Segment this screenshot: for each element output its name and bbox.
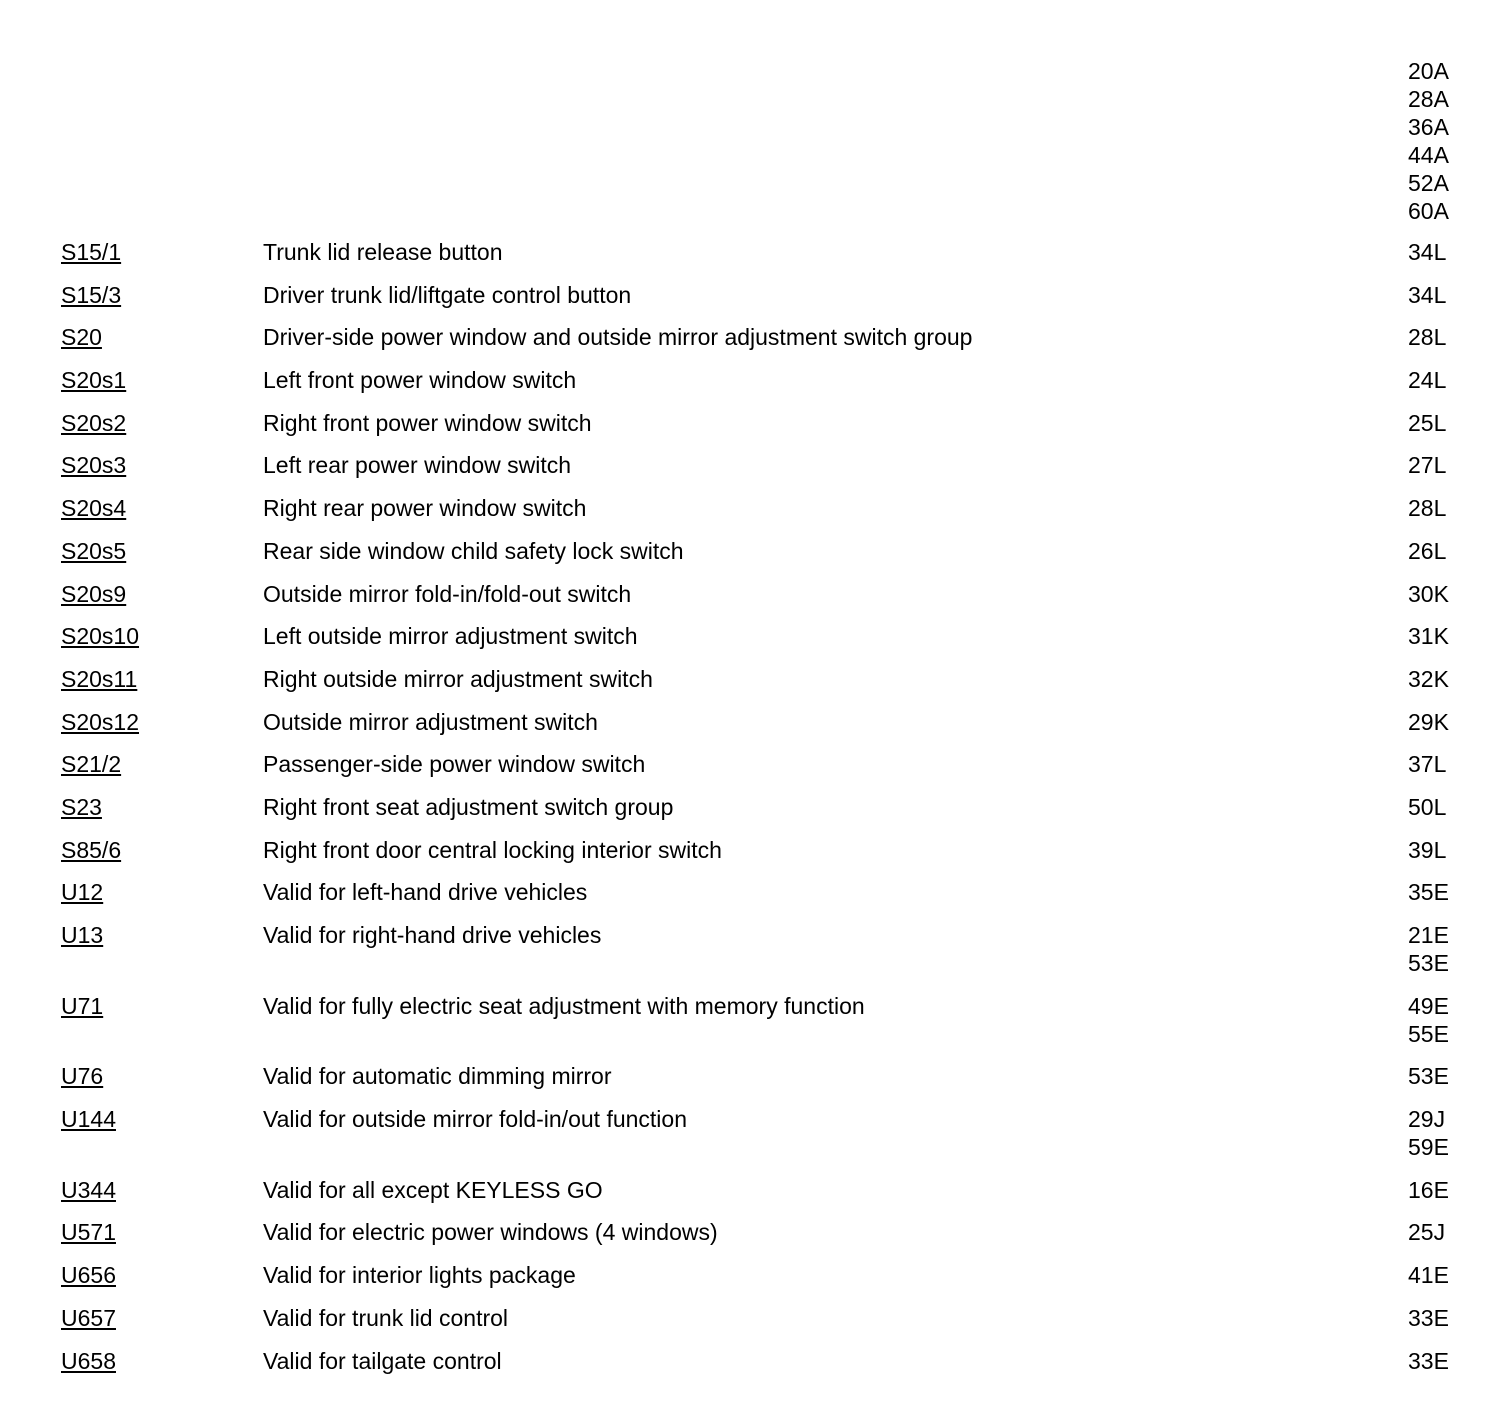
grid-ref: 39L	[1408, 836, 1447, 863]
legend-row	[0, 323, 1504, 351]
legend-row	[0, 537, 1504, 565]
component-description: Right outside mirror adjustment switch	[263, 665, 653, 692]
grid-ref-list	[1408, 836, 1488, 864]
legend-rows	[0, 238, 1504, 1389]
grid-ref-list	[1408, 238, 1488, 266]
grid-ref-list	[1408, 1062, 1488, 1090]
grid-ref: 32K	[1408, 665, 1449, 692]
legend-row	[0, 622, 1504, 650]
grid-ref: 33E	[1408, 1304, 1449, 1331]
grid-ref: 29J	[1408, 1106, 1446, 1133]
component-code-link[interactable]: U76	[61, 1063, 104, 1090]
legend-row	[0, 992, 1504, 1048]
grid-ref-list	[1408, 992, 1488, 1048]
grid-ref: 28L	[1408, 324, 1447, 351]
legend-row	[0, 1261, 1504, 1289]
component-code-link[interactable]: U571	[61, 1219, 116, 1246]
legend-row	[0, 366, 1504, 394]
grid-ref: 21E	[1408, 922, 1449, 948]
grid-ref-list	[1408, 708, 1488, 736]
header-ref: 44A	[1408, 142, 1449, 168]
header-ref: 52A	[1408, 170, 1449, 196]
grid-ref-list	[1408, 366, 1488, 394]
legend-row	[0, 451, 1504, 479]
grid-ref: 24L	[1408, 367, 1447, 394]
component-description: Right rear power window switch	[263, 495, 587, 522]
component-code-link[interactable]: U144	[61, 1106, 116, 1133]
grid-ref-list	[1408, 1218, 1488, 1246]
component-code-link[interactable]: U657	[61, 1304, 116, 1331]
grid-ref-list	[1408, 1261, 1488, 1289]
header-ref-list	[1408, 57, 1488, 225]
grid-ref: 30K	[1408, 580, 1449, 607]
legend-row	[0, 921, 1504, 977]
component-description: Valid for automatic dimming mirror	[263, 1063, 612, 1090]
component-description: Valid for outside mirror fold-in/out function	[263, 1106, 687, 1133]
component-code-link[interactable]: S20s12	[61, 708, 140, 735]
grid-ref: 29K	[1408, 708, 1449, 735]
component-code-link[interactable]: S21/2	[61, 751, 122, 778]
header-ref: 36A	[1408, 114, 1449, 140]
component-description: Left outside mirror adjustment switch	[263, 623, 638, 650]
legend-row	[0, 1304, 1504, 1332]
component-description: Outside mirror fold-in/fold-out switch	[263, 580, 632, 607]
component-code-link[interactable]: S15/1	[61, 239, 122, 265]
legend-row	[0, 580, 1504, 608]
component-description: Valid for fully electric seat adjustment with memory function	[263, 992, 865, 1019]
component-description: Outside mirror adjustment switch	[263, 708, 598, 735]
grid-ref: 16E	[1408, 1176, 1449, 1203]
legend-row	[0, 494, 1504, 522]
component-description: Right front seat adjustment switch group	[263, 793, 674, 820]
legend-row	[0, 1105, 1504, 1161]
component-description: Right front power window switch	[263, 409, 592, 436]
grid-ref: 53E	[1408, 1063, 1449, 1090]
legend-row	[0, 1176, 1504, 1204]
component-description: Valid for right-hand drive vehicles	[263, 922, 602, 948]
component-code-link[interactable]: S20s2	[61, 409, 127, 436]
component-code-link[interactable]: U344	[61, 1176, 116, 1203]
grid-ref: 53E	[1408, 950, 1449, 976]
component-code-link[interactable]: S20s9	[61, 580, 127, 607]
grid-ref-list	[1408, 1105, 1488, 1161]
component-code-link[interactable]: S20s4	[61, 495, 127, 522]
grid-ref-list	[1408, 1347, 1488, 1375]
component-description: Valid for tailgate control	[263, 1347, 502, 1374]
legend-row	[0, 238, 1504, 266]
component-description: Driver trunk lid/liftgate control button	[263, 281, 632, 308]
grid-ref-list	[1408, 409, 1488, 437]
legend-row	[0, 878, 1504, 906]
grid-ref-list	[1408, 1304, 1488, 1332]
component-description: Valid for all except KEYLESS GO	[263, 1176, 603, 1203]
legend-row	[0, 793, 1504, 821]
legend-row	[0, 1062, 1504, 1090]
grid-ref-list	[1408, 494, 1488, 522]
grid-ref: 34L	[1408, 239, 1447, 265]
legend-row	[0, 1218, 1504, 1246]
grid-ref: 26L	[1408, 537, 1447, 564]
component-code-link[interactable]: S15/3	[61, 281, 122, 308]
grid-ref-list	[1408, 1176, 1488, 1204]
component-code-link[interactable]: U13	[61, 922, 104, 948]
grid-ref-list	[1408, 921, 1488, 977]
grid-ref: 31K	[1408, 623, 1449, 650]
component-code-link[interactable]: U656	[61, 1262, 116, 1289]
component-code-link[interactable]: S20s10	[61, 623, 140, 650]
component-description: Trunk lid release button	[263, 239, 503, 265]
grid-ref: 49E	[1408, 992, 1449, 1019]
grid-ref: 59E	[1408, 1134, 1449, 1161]
component-code-link[interactable]: S23	[61, 793, 102, 820]
grid-ref: 33E	[1408, 1347, 1449, 1374]
component-description: Right front door central locking interior switch	[263, 836, 722, 863]
legend-row	[0, 281, 1504, 309]
legend-row	[0, 1347, 1504, 1375]
grid-ref-list	[1408, 537, 1488, 565]
grid-ref-list	[1408, 793, 1488, 821]
grid-ref: 25L	[1408, 409, 1447, 436]
legend-row	[0, 665, 1504, 693]
header-ref: 28A	[1408, 86, 1449, 112]
grid-ref: 34L	[1408, 281, 1447, 308]
legend-row	[0, 409, 1504, 437]
component-code-link[interactable]: U71	[61, 992, 104, 1019]
component-description: Valid for interior lights package	[263, 1262, 576, 1289]
component-code-link[interactable]: S20s1	[61, 367, 127, 394]
legend-row	[0, 750, 1504, 778]
component-description: Valid for trunk lid control	[263, 1304, 509, 1331]
component-description: Passenger-side power window switch	[263, 751, 646, 778]
grid-ref: 55E	[1408, 1020, 1449, 1047]
component-description: Valid for electric power windows (4 windows)	[263, 1219, 718, 1246]
legend-row	[0, 708, 1504, 736]
grid-ref-list	[1408, 323, 1488, 351]
component-code-link[interactable]: U12	[61, 879, 104, 906]
grid-ref: 41E	[1408, 1262, 1449, 1289]
component-description: Left rear power window switch	[263, 452, 572, 479]
component-description: Left front power window switch	[263, 367, 577, 394]
component-description: Driver-side power window and outside mirror adjustment switch group	[263, 324, 973, 351]
grid-ref-list	[1408, 665, 1488, 693]
grid-ref: 50L	[1408, 793, 1447, 820]
header-ref: 60A	[1408, 198, 1449, 224]
grid-ref: 35E	[1408, 879, 1449, 906]
grid-ref-list	[1408, 878, 1488, 906]
grid-ref: 27L	[1408, 452, 1447, 479]
component-code-link[interactable]: S20s3	[61, 452, 127, 479]
grid-ref-list	[1408, 281, 1488, 309]
grid-ref: 28L	[1408, 495, 1447, 522]
grid-ref-list	[1408, 580, 1488, 608]
legend-row	[0, 836, 1504, 864]
component-code-link[interactable]: S85/6	[61, 836, 122, 863]
component-code-link[interactable]: U658	[61, 1347, 116, 1374]
grid-ref: 37L	[1408, 751, 1447, 778]
grid-ref-list	[1408, 451, 1488, 479]
grid-ref-list	[1408, 622, 1488, 650]
header-ref: 20A	[1408, 58, 1449, 84]
grid-ref: 25J	[1408, 1219, 1446, 1246]
component-code-link[interactable]: S20s11	[61, 665, 138, 692]
component-description: Valid for left-hand drive vehicles	[263, 879, 588, 906]
component-description: Rear side window child safety lock switch	[263, 537, 684, 564]
component-code-link[interactable]: S20	[61, 324, 102, 351]
grid-ref-list	[1408, 750, 1488, 778]
component-code-link[interactable]: S20s5	[61, 537, 127, 564]
